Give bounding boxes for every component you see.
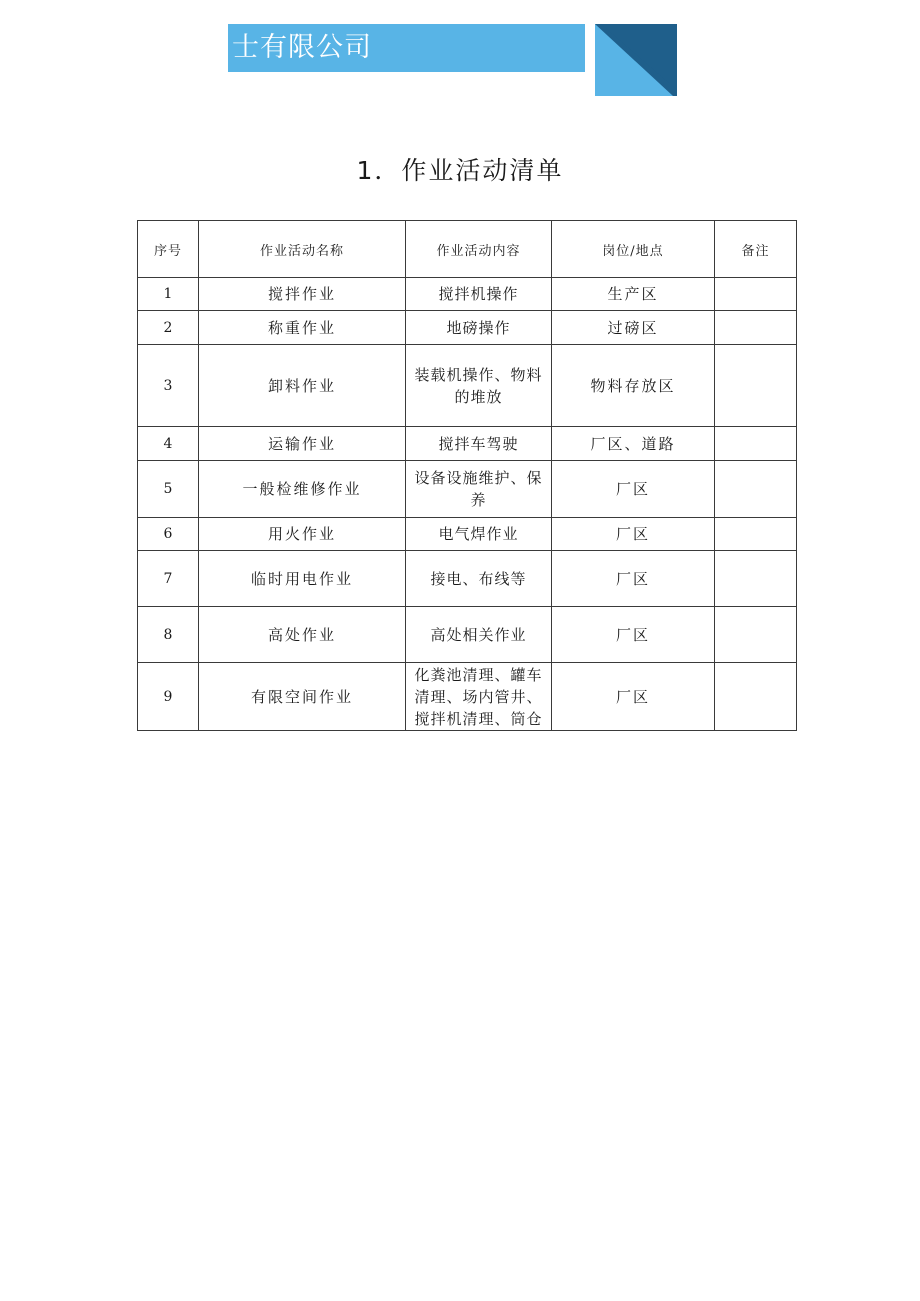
cell-activity-name: 搅拌作业 [199,278,406,311]
cell-location: 厂区、道路 [552,427,715,461]
cell-activity-content: 装载机操作、物料的堆放 [406,345,552,427]
cell-activity-name: 高处作业 [199,607,406,663]
cell-remark [715,427,797,461]
cell-location: 物料存放区 [552,345,715,427]
table-row [138,461,797,518]
table-row [138,607,797,663]
company-banner [228,24,585,72]
header-remark: 备注 [715,221,797,278]
cell-remark [715,345,797,427]
cell-location: 厂区 [552,551,715,607]
cell-activity-name: 运输作业 [199,427,406,461]
cell-remark [715,278,797,311]
cell-remark [715,663,797,731]
table-row [138,427,797,461]
cell-serial-no: 2 [138,311,199,345]
cell-activity-content: 电气焊作业 [406,518,552,551]
table-row [138,551,797,607]
cell-activity-content: 设备设施维护、保养 [406,461,552,518]
header-post-location: 岗位/地点 [552,221,715,278]
cell-serial-no: 1 [138,278,199,311]
page-title: 1．作业活动清单 [356,156,564,185]
cell-serial-no: 7 [138,551,199,607]
cell-location: 过磅区 [552,311,715,345]
cell-serial-no: 5 [138,461,199,518]
cell-location: 生产区 [552,278,715,311]
activity-table [137,220,797,731]
corner-logo-icon [595,24,677,96]
table-row [138,518,797,551]
cell-serial-no: 9 [138,663,199,731]
cell-activity-content: 化粪池清理、罐车清理、场内管井、搅拌机清理、筒仓 [406,663,552,731]
cell-serial-no: 6 [138,518,199,551]
table-header-row [138,221,797,278]
table-row [138,311,797,345]
cell-location: 厂区 [552,518,715,551]
table-row [138,278,797,311]
cell-activity-name: 一般检维修作业 [199,461,406,518]
cell-remark [715,607,797,663]
cell-activity-content: 接电、布线等 [406,551,552,607]
table-row [138,663,797,731]
cell-location: 厂区 [552,663,715,731]
cell-activity-content: 地磅操作 [406,311,552,345]
header-activity-name: 作业活动名称 [199,221,406,278]
cell-activity-content: 高处相关作业 [406,607,552,663]
cell-remark [715,518,797,551]
header-serial-no: 序号 [138,221,199,278]
cell-remark [715,311,797,345]
cell-activity-name: 有限空间作业 [199,663,406,731]
cell-activity-name: 称重作业 [199,311,406,345]
company-name: 士有限公司 [232,32,372,63]
cell-activity-name: 用火作业 [199,518,406,551]
cell-serial-no: 3 [138,345,199,427]
cell-activity-name: 临时用电作业 [199,551,406,607]
table-row [138,345,797,427]
cell-activity-content: 搅拌机操作 [406,278,552,311]
cell-serial-no: 4 [138,427,199,461]
cell-activity-name: 卸料作业 [199,345,406,427]
cell-remark [715,551,797,607]
cell-location: 厂区 [552,607,715,663]
cell-serial-no: 8 [138,607,199,663]
cell-activity-content: 搅拌车驾驶 [406,427,552,461]
cell-location: 厂区 [552,461,715,518]
cell-remark [715,461,797,518]
header-activity-content: 作业活动内容 [406,221,552,278]
